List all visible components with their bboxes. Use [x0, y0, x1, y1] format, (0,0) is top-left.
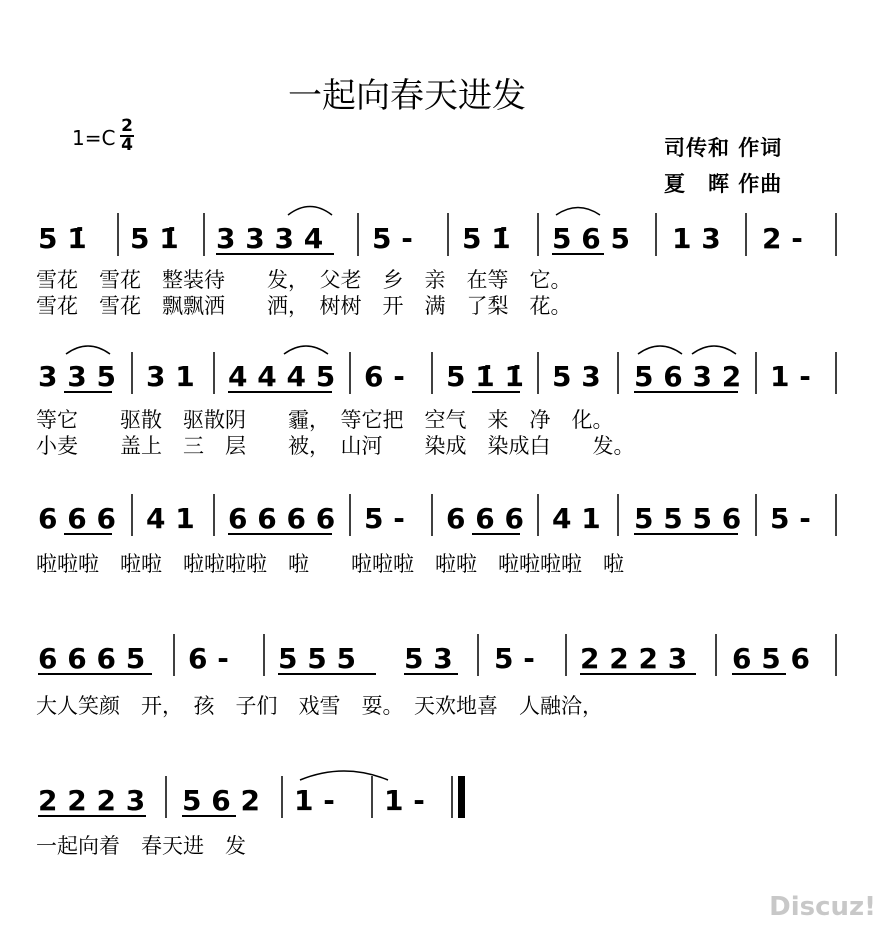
time-signature-bottom: 4 — [121, 135, 133, 155]
lyric-line-2-verse-1: 等它 驱散 驱散阴 霾， 等它把 空气 来 净 化。 — [36, 408, 614, 432]
measure: 5 1̇ — [130, 222, 179, 255]
measure: 1 - — [384, 784, 425, 817]
measure: 3 3 3 4 — [216, 222, 324, 255]
measure: 5 3 — [404, 642, 453, 675]
measure: 1 - — [770, 360, 811, 393]
measure: 1 - — [294, 784, 335, 817]
notation-line-2 — [38, 346, 836, 394]
measure: 6 - — [188, 642, 229, 675]
measure: 6 - — [364, 360, 405, 393]
notation-line-5 — [38, 771, 465, 818]
lyric-line-1-verse-1: 雪花 雪花 整装待 发， 父老 乡 亲 在等 它。 — [36, 268, 572, 292]
measure: 5 1̇ — [38, 222, 87, 255]
measure: 4 1 — [552, 502, 601, 535]
measure: 6 6 6 6 — [228, 502, 336, 535]
measure: 6 5 6 — [732, 642, 810, 675]
composer-credit: 夏 晖 作曲 — [664, 172, 783, 196]
notation-line-3 — [38, 494, 836, 536]
measure: 5 - — [364, 502, 405, 535]
measure: 5 3 — [552, 360, 601, 393]
measure: 5 - — [372, 222, 413, 255]
time-signature-top: 2 — [121, 116, 133, 136]
watermark-logo: Discuz! — [769, 892, 876, 922]
measure: 2 - — [762, 222, 803, 255]
measure: 6 6 6 5 — [38, 642, 146, 675]
lyric-line-2-verse-2: 小麦 盖上 三 层 被， 山河 染成 染成白 发。 — [36, 434, 635, 458]
lyricist-credit: 司传和 作词 — [664, 136, 783, 160]
measure: 5 6 2 — [182, 784, 260, 817]
measure: 5 1̇ 1̇ — [446, 360, 524, 393]
notation-line-1 — [38, 207, 836, 257]
measure: 3 1 — [146, 360, 195, 393]
measure: 6 6 6 — [38, 502, 116, 535]
measure: 5 1̇ — [462, 222, 511, 255]
measure: 4 4 4 5 — [228, 360, 336, 393]
lyric-line-5: 一起向着 春天进 发 — [36, 834, 246, 858]
measure: 2 2 2 3 — [580, 642, 688, 675]
lyric-line-1-verse-2: 雪花 雪花 飘飘洒 洒， 树树 开 满 了梨 花。 — [36, 294, 572, 318]
measure: 3 3 5 — [38, 360, 116, 393]
measure: 5 6 3 2 — [634, 360, 742, 393]
measure: 5 5 5 6 — [634, 502, 742, 535]
measure: 5 - — [770, 502, 811, 535]
measure: 4 1 — [146, 502, 195, 535]
song-title: 一起向春天进发 — [288, 76, 526, 116]
measure: 5 6 5 — [552, 222, 630, 255]
measure: 6 6 6 — [446, 502, 524, 535]
measure: 1 3 — [672, 222, 721, 255]
key-signature: 1=C — [72, 126, 116, 150]
measure: 2 2 2 3 — [38, 784, 146, 817]
measure: 5 - — [494, 642, 535, 675]
lyric-line-4: 大人笑颜 开， 孩 子们 戏雪 耍。 天欢地喜 人融洽， — [36, 694, 603, 718]
measure: 5 5 5 — [278, 642, 356, 675]
notation-line-4 — [38, 634, 836, 676]
lyric-line-3: 啦啦啦 啦啦 啦啦啦啦 啦 啦啦啦 啦啦 啦啦啦啦 啦 — [36, 552, 624, 576]
